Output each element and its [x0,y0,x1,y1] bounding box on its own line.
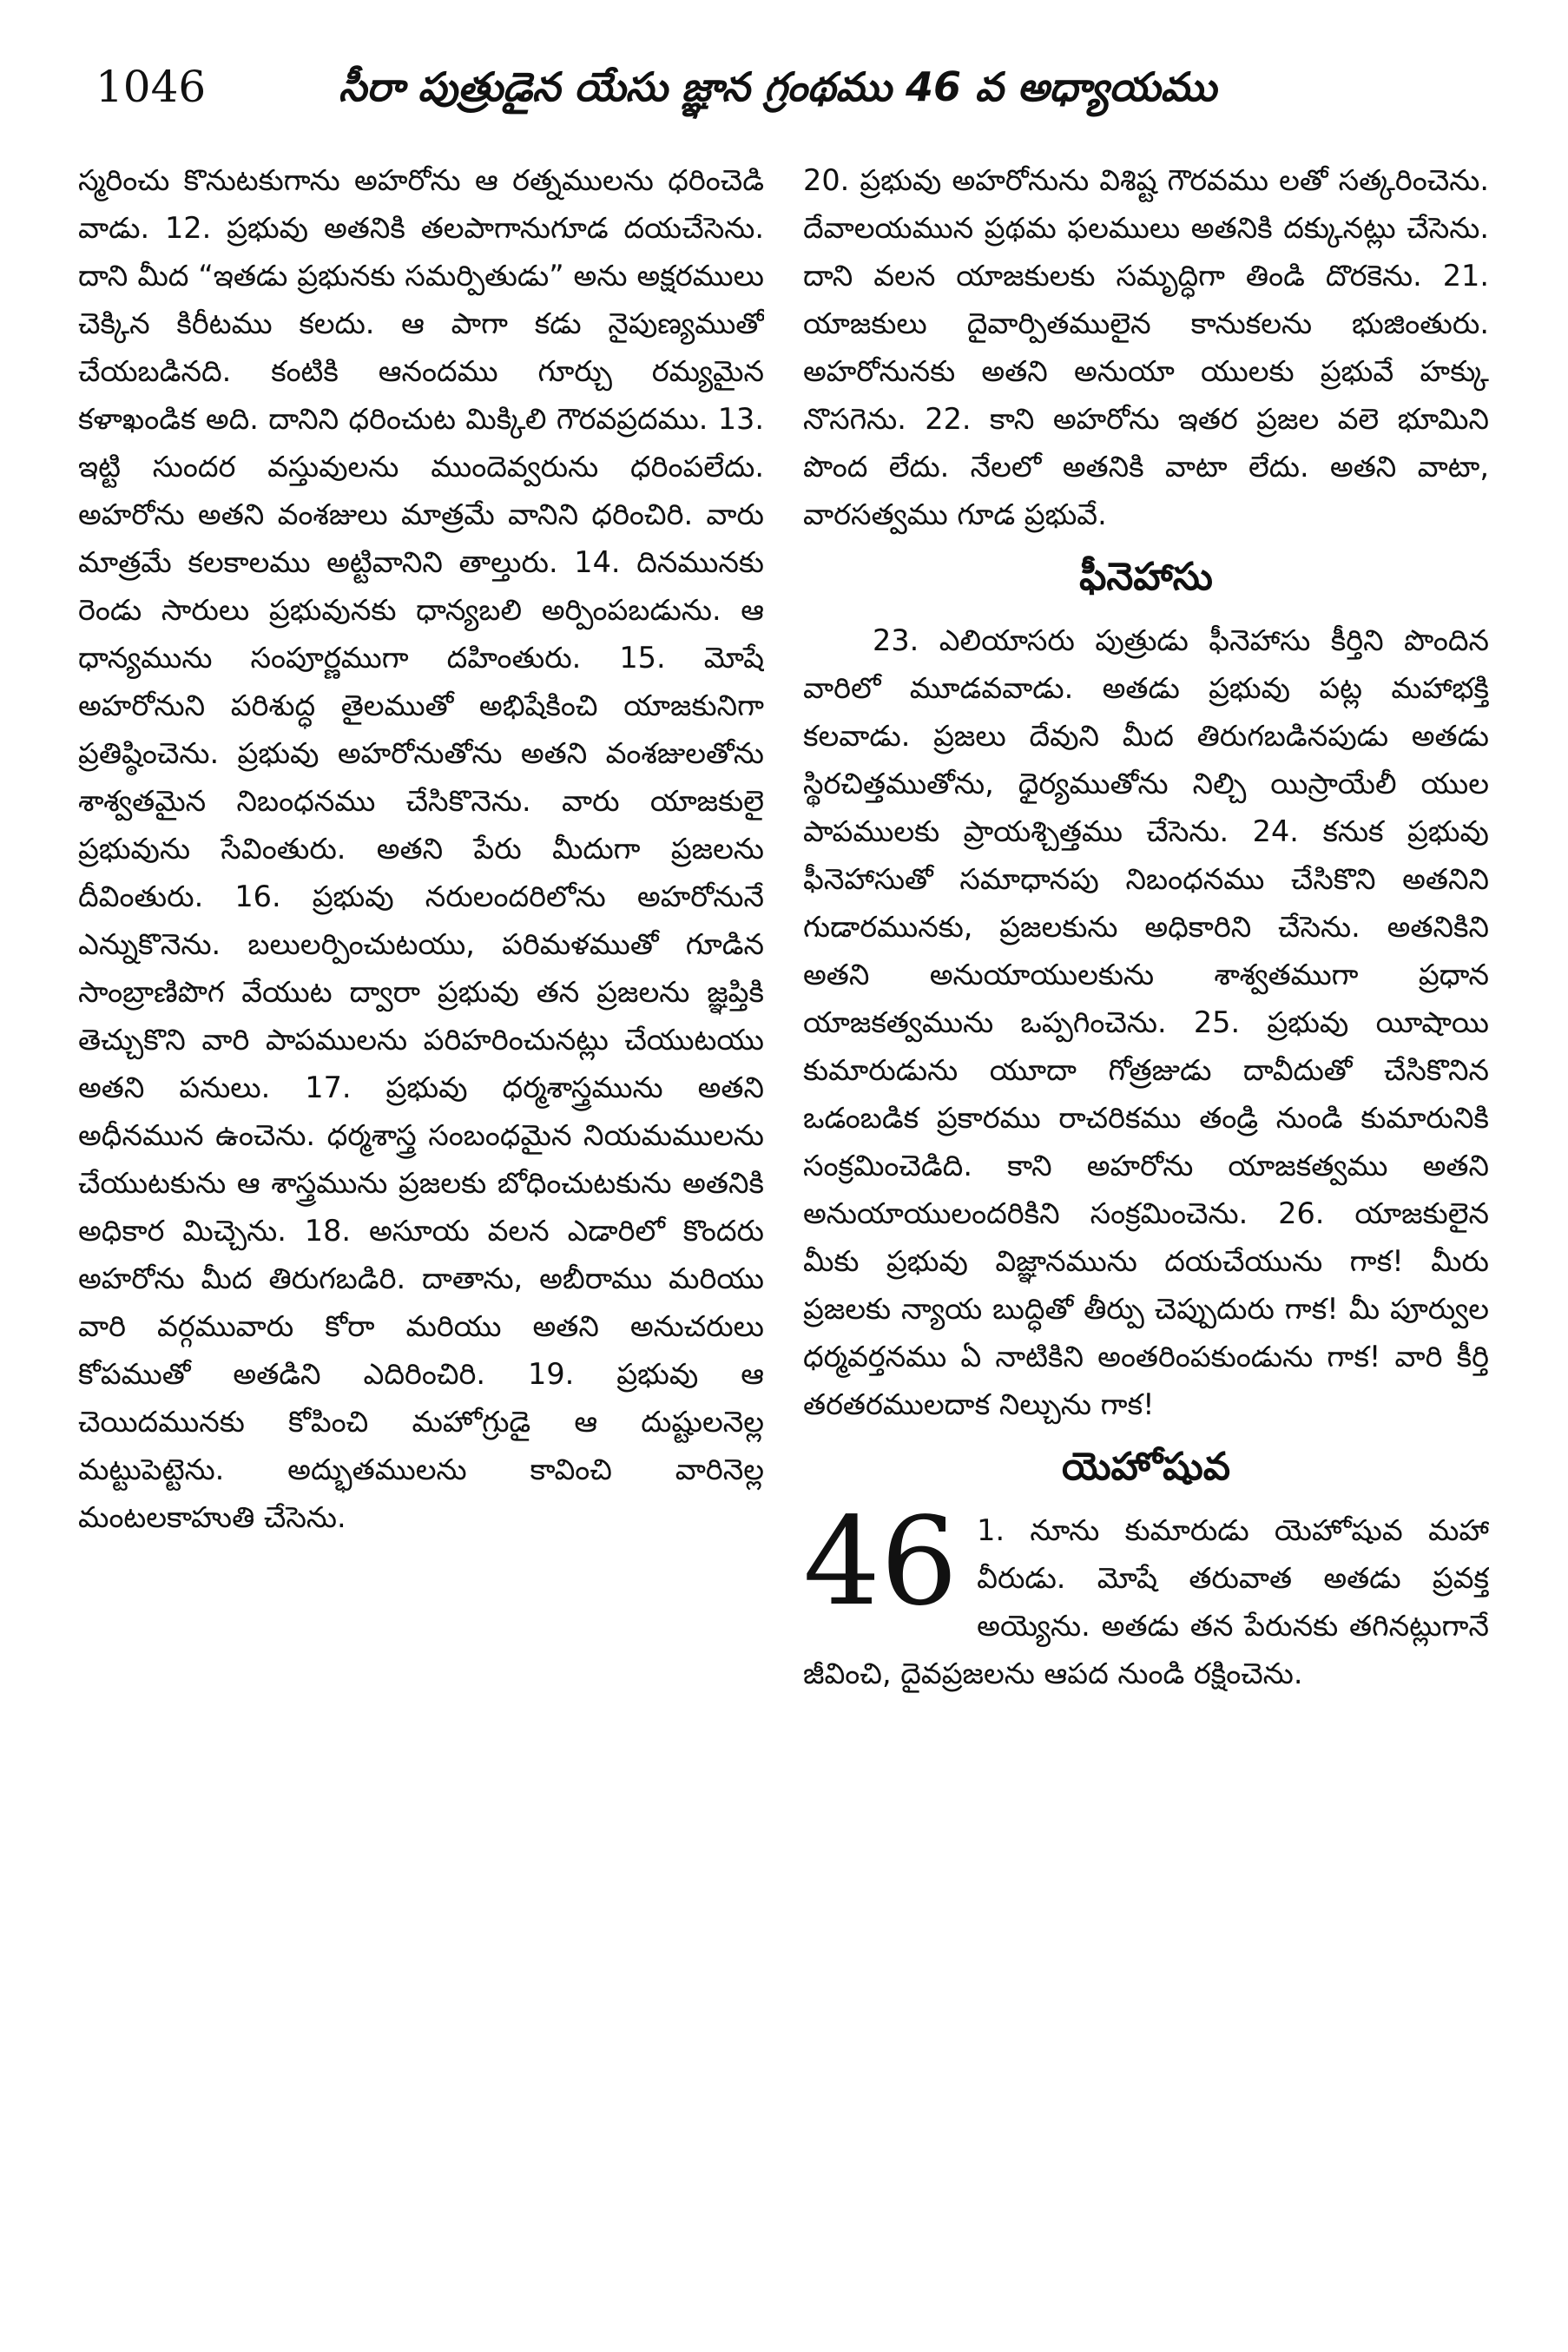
chapter-number: 46 [803,1492,959,1633]
body-paragraph: 20. ప్రభువు అహరోనును విశిష్ట గౌరవము లతో సత్కరించెను. దేవాలయమున ప్రథమ ఫలములు అతనికి దక్కునట్లు చేసెను. దాని వలన యాజకులకు సమృద్ధిగా తిండి దొరకెను. 21. యాజకులు దైవార్పితములైన కానుకలను భుజింతురు. అహరోనునకు అతని అనుయా యులకు ప్రభువే హక్కు నొసగెను. 22. కాని అహరోను ఇతర ప్రజల వలె భూమిని పొంద లేదు. నేలలో అతనికి వాటా లేదు. అతని వాటా, వారసత్వము గూడ ప్రభువే. [803,163,1489,531]
page-number: 1046 [96,62,207,112]
section-heading: ఫీనెహాసు [1079,555,1213,599]
left-column [78,156,764,2309]
page-header [78,52,1467,122]
chapter-opening [803,1492,1489,1697]
body-paragraph: 23. ఎలియాసరు పుత్రుడు ఫీనెహాసు కీర్తిని పొందిన వారిలో మూడవవాడు. అతడు ప్రభువు పట్ల మహాభక్తి కలవాడు. ప్రజలు దేవుని మీద తిరుగబడినపుడు అతడు స్థిరచిత్తముతోను, ధైర్యముతోను నిల్చి యిస్రాయేలీ యుల పాపములకు ప్రాయశ్చిత్తము చేసెను. 24. కనుక ప్రభువు ఫీనెహాసుతో సమాధానపు నిబంధనము చేసికొని అతనిని గుడారమునకు, ప్రజలకును అధికారిని చేసెను. అతనికిని అతని అనుయాయులకును శాశ్వతముగా ప్రధాన యాజకత్వమును ఒప్పగించెను. 25. ప్రభువు యీషాయి కుమారుడును యూదా గోత్రజుడు దావీదుతో చేసికొనిన ఒడంబడిక ప్రకారము రాచరికము తండ్రి నుండి కుమారునికి సంక్రమించెడిది. కాని అహరోను యాజకత్వము అతని అనుయాయులందరికిని సంక్రమించెను. 26. యాజకులైన మీకు ప్రభువు విజ్ఞానమును దయచేయును గాక! మీరు ప్రజలకు న్యాయ బుద్ధితో తీర్పు చెప్పుదురు గాక! మీ పూర్వుల ధర్మవర్తనము ఏ నాటికిని అంతరింపకుండును గాక! వారి కీర్తి తరతరములదాక నిల్చును గాక! [803,623,1489,1421]
body-paragraph: స్మరించు కొనుటకుగాను అహరోను ఆ రత్నములను ధరించెడి వాడు. 12. ప్రభువు అతనికి తలపాగానుగూడ దయచేసెను. దాని మీద “ఇతడు ప్రభునకు సమర్పితుడు” అను అక్షరములు చెక్కిన కిరీటము కలదు. ఆ పాగా కడు నైపుణ్యముతో చేయబడినది. కంటికి ఆనందము గూర్చు రమ్యమైన కళాఖండిక అది. దానిని ధరించుట మిక్కిలి గౌరవప్రదము. 13. ఇట్టి సుందర వస్తువులను ముందెవ్వరును ధరింపలేదు. అహరోను అతని వంశజులు మాత్రమే వానిని ధరించిరి. వారు మాత్రమే కలకాలము అట్టివానిని తాల్తురు. 14. దినమునకు రెండు సారులు ప్రభువునకు ధాన్యబలి అర్పింపబడును. ఆ ధాన్యమును సంపూర్ణముగా దహింతురు. 15. మోషే అహరోనుని పరిశుద్ధ తైలముతో అభిషేకించి యాజకునిగా ప్రతిష్ఠించెను. ప్రభువు అహరోనుతోను అతని వంశజులతోను శాశ్వతమైన నిబంధనము చేసికొనెను. వారు యాజకులై ప్రభువును సేవింతురు. అతని పేరు మీదుగా ప్రజలను దీవింతురు. 16. ప్రభువు నరులందరిలోను అహరోనునే ఎన్నుకొనెను. బలులర్పించుటయు, పరిమళముతో గూడిన సాంబ్రాణిపొగ వేయుట ద్వారా ప్రభువు తన ప్రజలను జ్ఞప్తికి తెచ్చుకొని వారి పాపములను పరిహరించునట్లు చేయుటయు అతని పనులు. 17. ప్రభువు ధర్మశాస్త్రమును అతని అధీనమున ఉంచెను. ధర్మశాస్త్ర సంబంధమైన నియమములను చేయుటకును ఆ శాస్త్రమును ప్రజలకు బోధించుటకును అతనికి అధికార మిచ్చెను. 18. అసూయ వలన ఎడారిలో కొందరు అహరోను మీద తిరుగబడిరి. దాతాను, అబీరాము మరియు వారి వర్గమువారు కోరా మరియు అతని అనుచరులు కోపముతో అతడిని ఎదిరించిరి. 19. ప్రభువు ఆ చెయిదమునకు కోపించి మహోగ్రుడై ఆ దుష్టులనెల్ల మట్టుపెట్టెను. అద్భుతములను కావించి వారినెల్ల మంటలకాహుతి చేసెను. [78,163,764,1534]
right-column [803,156,1489,2309]
section-heading: యెహోషువ [1061,1445,1231,1489]
body-paragraph: 1. నూను కుమారుడు యెహోషువ మహా వీరుడు. మోషే తరువాత అతడు ప్రవక్త అయ్యెను. అతడు తన పేరునకు తగినట్లుగానే జీవించి, దైవప్రజలను ఆపద నుండి రక్షించెను. [803,1513,1489,1690]
running-title: సీరా పుత్రుడైన యేసు జ్ఞాన గ్రంథము 46 వ అధ్యాయము [339,63,1217,110]
